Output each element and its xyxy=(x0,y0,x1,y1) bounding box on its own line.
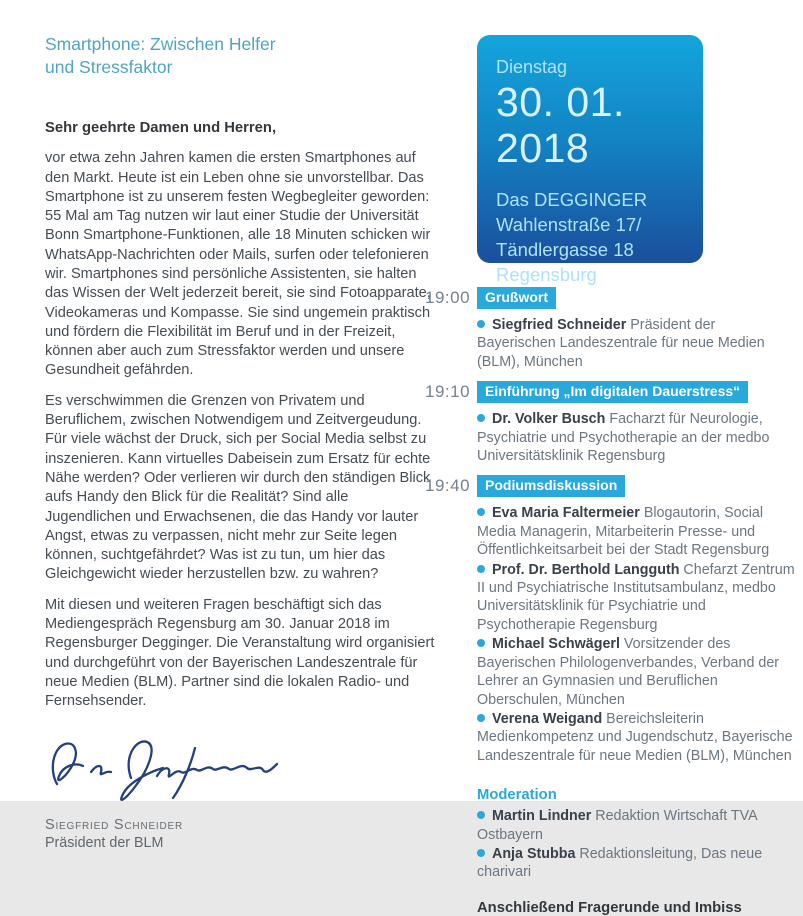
schedule-label-badge: Podiumsdiskussion xyxy=(477,475,625,497)
speaker-entry xyxy=(477,410,797,465)
bullet-icon xyxy=(477,714,485,722)
bullet-icon xyxy=(477,565,485,573)
venue-address-line2: Tändlergasse 18 xyxy=(496,239,634,260)
event-date-card xyxy=(477,35,703,285)
bullet-icon xyxy=(477,320,485,328)
speaker-description: Bereichsleiterin Medienkompetenz und Jugendschutz, Bayerische Landeszentrale für neue Medien (BLM), München xyxy=(477,710,793,764)
schedule-label-badge: Grußwort xyxy=(477,287,556,309)
schedule-item-body xyxy=(477,381,797,465)
bullet-icon xyxy=(477,508,485,516)
schedule-item-einfuehrung xyxy=(425,381,797,465)
venue-name: Das DEGGINGER xyxy=(496,189,648,210)
speaker-name: Michael Schwägerl xyxy=(492,636,620,653)
schedule-item-podiumsdiskussion xyxy=(425,475,797,765)
event-day: Dienstag xyxy=(496,57,568,77)
schedule-item-body xyxy=(477,287,797,371)
speaker-description: Vorsitzender des Bayerischen Philologenverbandes, Verband der Lehrer an Gymnasien und Beruflichen Oberschulen, München xyxy=(477,636,780,708)
speaker-entry xyxy=(477,807,797,844)
speaker-name: Eva Maria Faltermeier xyxy=(492,505,640,522)
speaker-entry xyxy=(477,845,797,882)
speaker-entry xyxy=(477,635,797,709)
event-date: 30. 01. 2018 xyxy=(496,79,625,171)
speaker-name: Martin Lindner xyxy=(492,808,592,825)
speaker-entry xyxy=(477,561,797,635)
speaker-description: Redaktionsleitung, Das neue charivari xyxy=(477,845,763,881)
event-schedule xyxy=(425,287,797,916)
venue-address-line1: Wahlenstraße 17/ xyxy=(496,214,642,235)
signatory-name: Siegfried Schneider xyxy=(45,816,184,833)
speaker-description: Präsident der Bayerischen Landeszentrale für neue Medien (BLM), München xyxy=(477,317,765,370)
schedule-time: 19:00 xyxy=(425,288,471,307)
bullet-icon xyxy=(477,811,485,819)
schedule-item-body xyxy=(477,475,797,765)
bullet-icon xyxy=(477,849,485,857)
speaker-name: Verena Weigand xyxy=(492,710,603,727)
greeting-text: Sehr geehrte Damen und Herren, xyxy=(45,120,277,136)
speaker-name: Siegfried Schneider xyxy=(492,317,627,333)
speaker-name: Prof. Dr. Berthold Langguth xyxy=(492,561,680,578)
page-title-line2: und Stressfaktor xyxy=(45,57,173,77)
speaker-description: Blogautorin, Social Media Managerin, Mitarbeiterin Presse- und Öffentlichkeitsarbeit bei der Stadt Regensburg xyxy=(477,505,770,559)
speaker-entry xyxy=(477,316,797,371)
closing-note: Anschließend Fragerunde und Imbiss xyxy=(477,899,742,916)
speaker-name: Anja Stubba xyxy=(492,845,576,862)
speaker-description: Facharzt für Neurologie, Psychiatrie und Psychotherapie an der medbo Universitätsklinik Regensburg xyxy=(477,411,770,465)
schedule-label-badge: Einführung „Im digitalen Dauerstress“ xyxy=(477,381,748,403)
page-title-line1: Smartphone: Zwischen Helfer xyxy=(45,34,276,54)
page-title xyxy=(45,33,438,79)
signatory-role: Präsident der BLM xyxy=(45,834,164,851)
schedule-time: 19:40 xyxy=(425,476,471,496)
left-column xyxy=(45,33,438,852)
speaker-name: Dr. Volker Busch xyxy=(492,411,606,428)
body-paragraph-2: Es verschwimmen die Grenzen von Privatem und Beruflichem, zwischen Notwendigem und Zeitvergeudung. Für viele wächst der Druck, sich per Social Media selbst zu inszenieren. Kann virtuelles Dabeisein zum Ersatz für echte Nähe werden? Oder verlieren wir durch den ständigen Blick aufs Handy den Blick für die Realität? Sind alle Jugendlichen und Erwachsenen, die das Handy vor lauter Angst, etwas zu verpassen, nicht mehr zur Seite legen können, suchtgefährdet? Was ist zu tun, um hier das Gleichgewicht wieder herzustellen bzw. zu wahren? xyxy=(45,392,431,583)
body-paragraph-1: vor etwa zehn Jahren kamen die ersten Smartphones auf den Markt. Heute ist ein Leben ohne sie unvorstellbar. Das Smartphone ist zu unserem festen Wegbegleiter geworden: 55 Mal am Tag nutzen wir laut einer Studie der Universität Bonn Smartphone-Funktionen, alle 18 Minuten schicken wir WhatsApp-Nachrichten oder Mails, surfen oder telefonieren wir. Smartphones sind persönliche Assistenten, sie halten das Wissen der Welt jederzeit bereit, sie sind Fotoapparate, Videokameras und Kompasse. Sie sind ungemein praktisch und fördern die Flexibilität im Beruf und in der Freizeit, können aber auch zum Stressfaktor werden und unsere Gesundheit gefährden. xyxy=(45,150,431,379)
schedule-time: 19:10 xyxy=(425,382,471,402)
speaker-entry xyxy=(477,710,797,765)
bullet-icon xyxy=(477,639,485,647)
speaker-entry xyxy=(477,504,797,559)
speaker-description: Redaktion Wirtschaft TVA Ostbayern xyxy=(477,808,757,843)
moderation-section xyxy=(477,787,797,882)
body-paragraph-3: Mit diesen und weiteren Fragen beschäftigt sich das Mediengespräch Regensburg am 30. Januar 2018 im Regensburger Degginger. Die Veranstaltung wird organisiert und durchgeführt von der Bayerischen Landeszentrale für neue Medien (BLM). Partner sind die lokalen Radio- und Fernsehsender. xyxy=(45,596,435,710)
schedule-item-grusswort xyxy=(425,287,797,371)
speaker-description: Chefarzt Zentrum II und Psychiatrische Institutsambulanz, medbo Universitätsklinik für Psychiatrie und Psychotherapie Regensburg xyxy=(477,561,795,633)
signature-block xyxy=(45,736,438,852)
venue-city: Regensburg xyxy=(496,264,597,285)
bullet-icon xyxy=(477,414,485,422)
handwritten-signature-icon xyxy=(45,736,280,808)
event-venue-block xyxy=(496,187,703,287)
moderation-label: Moderation xyxy=(477,787,557,804)
